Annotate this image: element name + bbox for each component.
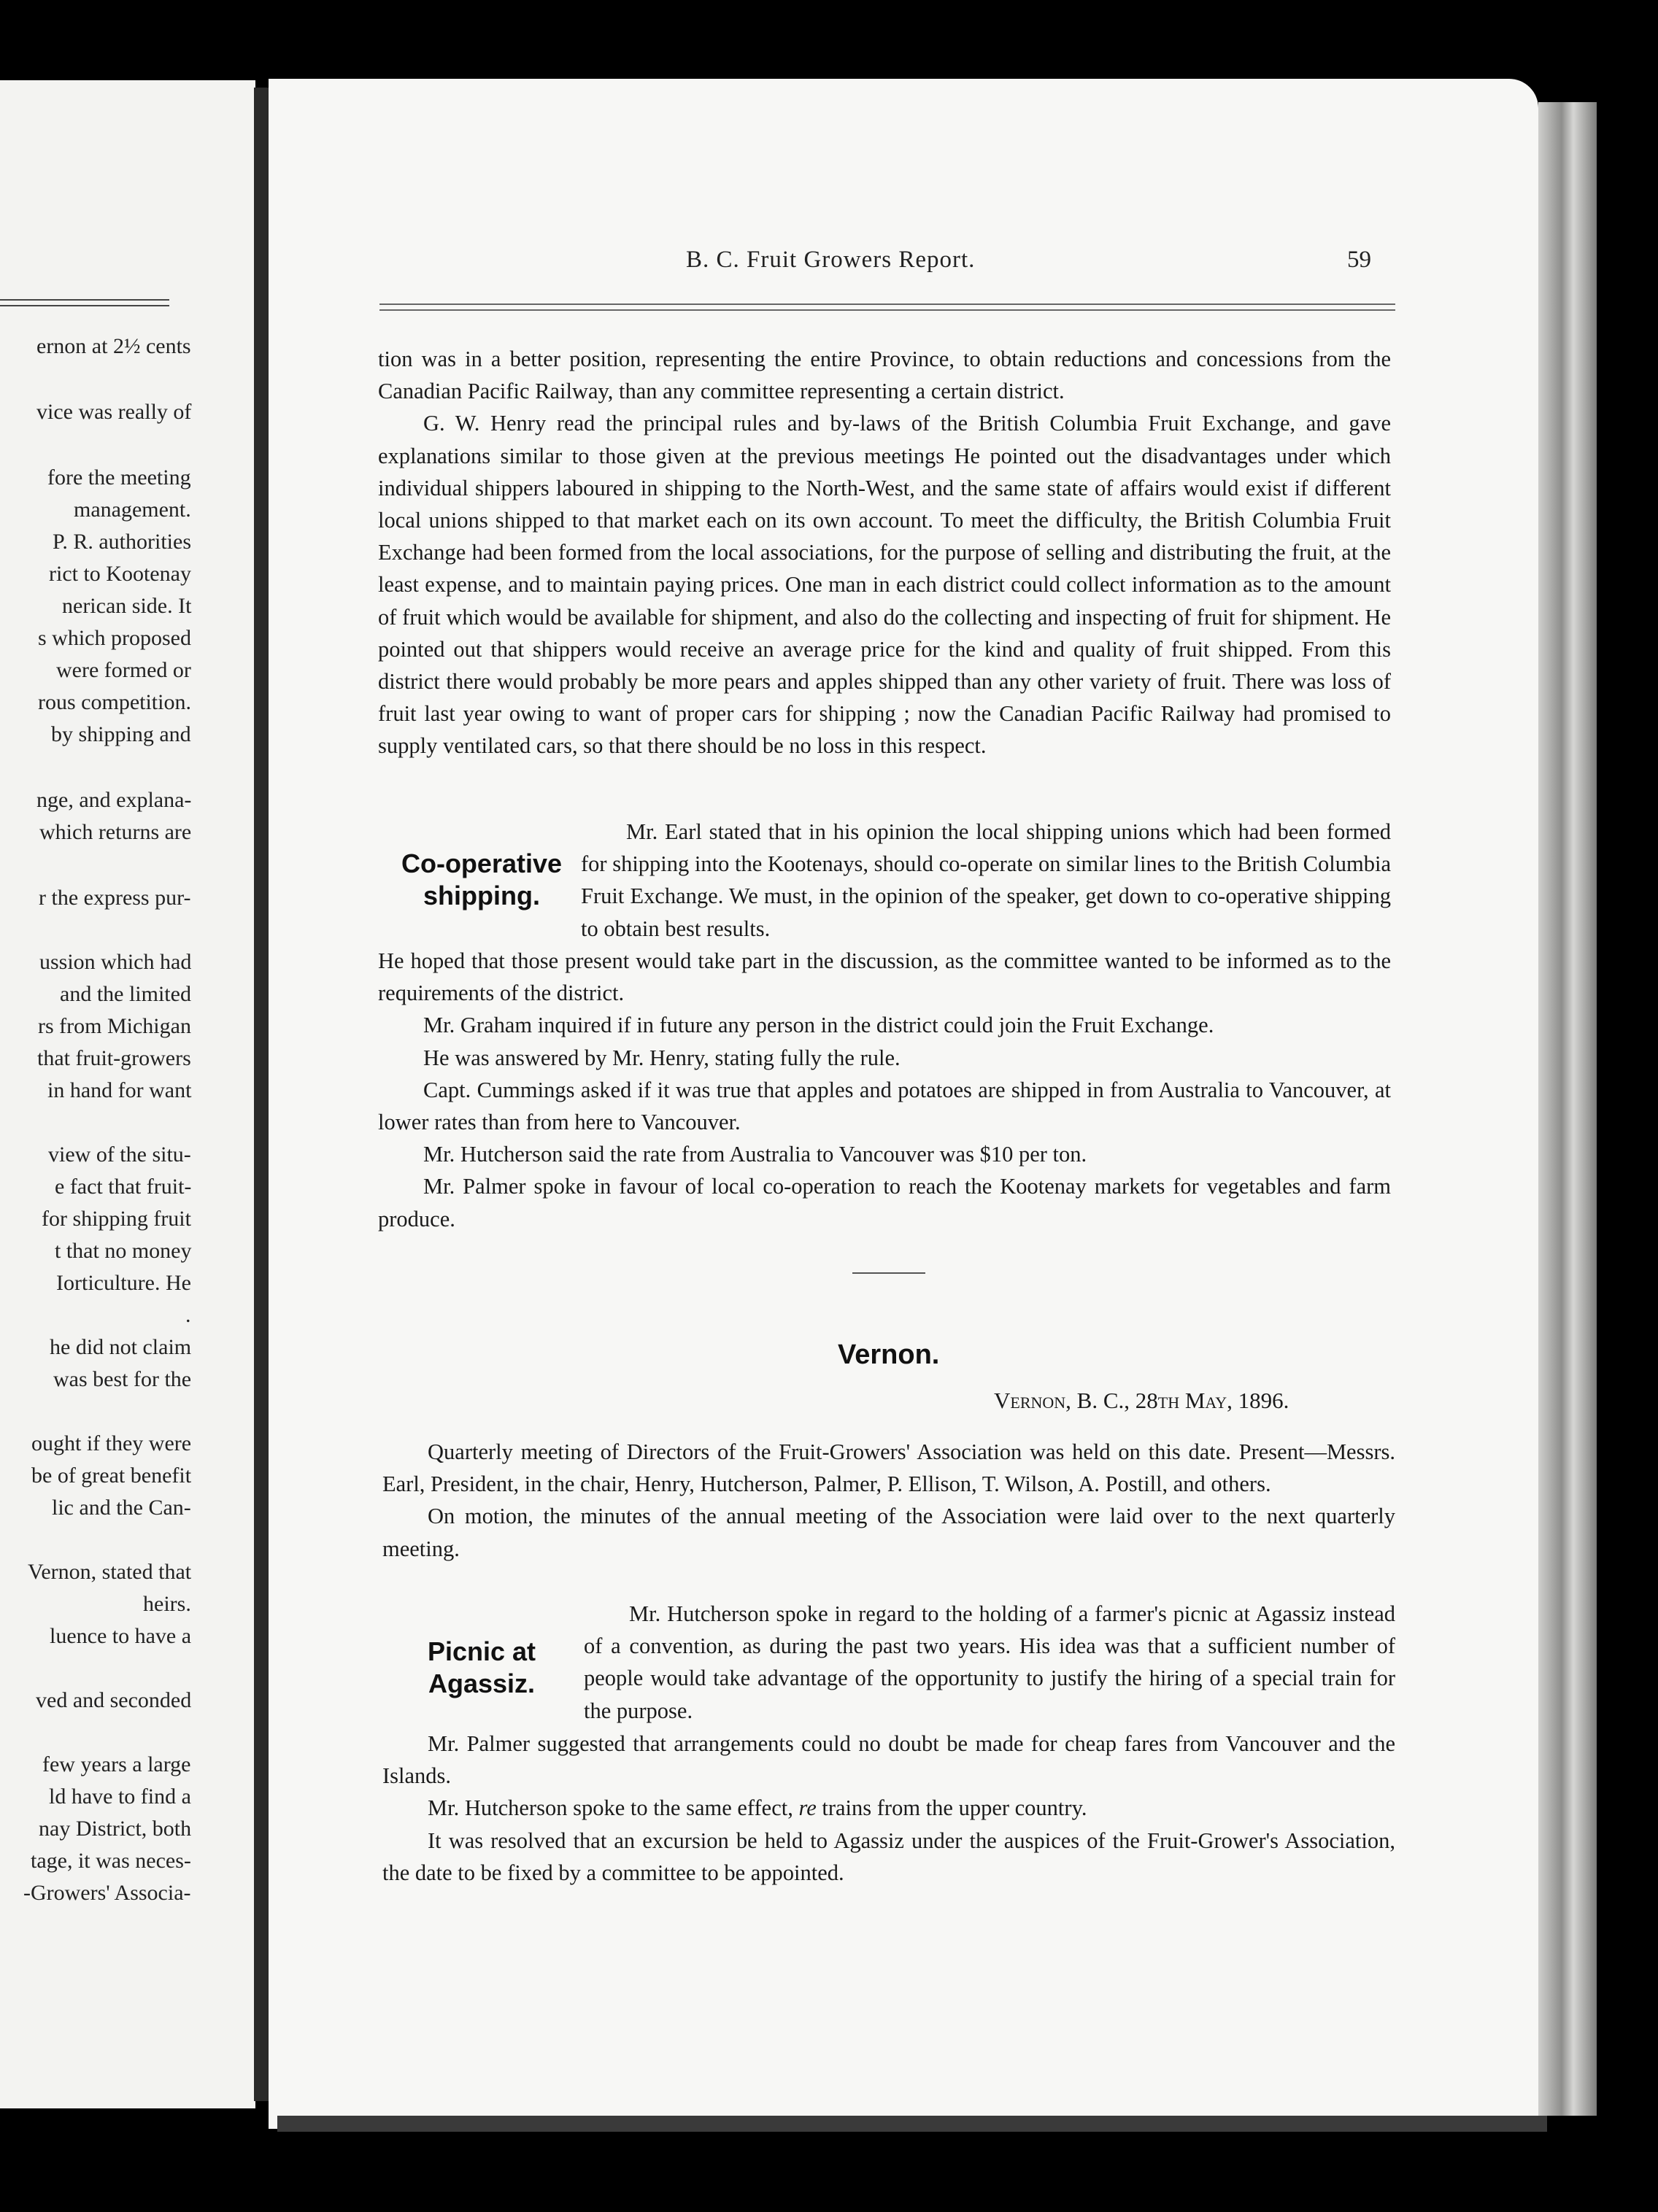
facing-page-line: rict to Kootenay xyxy=(49,562,191,586)
paragraph: Mr. Hutcherson said the rate from Australia to Vancouver was $10 per ton. xyxy=(423,1142,1087,1167)
page-bottom-edge xyxy=(277,2116,1547,2132)
facing-page-line: luence to have a xyxy=(50,1624,192,1648)
facing-page-line: was best for the xyxy=(53,1367,192,1391)
facing-page-rule xyxy=(0,299,169,301)
facing-page-line: nge, and explana- xyxy=(36,788,192,812)
italic-run: re xyxy=(798,1795,817,1821)
paragraph: Mr. Palmer suggested that arrangements could no doubt be made for cheap fares from Vancouver and the Islands. xyxy=(382,1731,1395,1789)
sidehead-line: shipping. xyxy=(423,881,540,910)
facing-page-line: were formed or xyxy=(56,658,191,682)
facing-page-line: ved and seconded xyxy=(36,1688,192,1712)
side-paragraph xyxy=(584,1598,1395,1727)
facing-page-line: and the limited xyxy=(60,982,191,1006)
facing-page-line: tage, it was neces- xyxy=(31,1849,191,1873)
page-edge xyxy=(1538,102,1597,2116)
facing-page-line: Iorticulture. He xyxy=(56,1271,191,1295)
section-divider xyxy=(852,1272,925,1274)
sidehead-line: Agassiz. xyxy=(428,1668,536,1698)
sidehead-cooperative-shipping xyxy=(387,848,577,912)
facing-page-line: he did not claim xyxy=(50,1335,192,1359)
sidehead-line: Picnic at xyxy=(427,1636,536,1666)
dateline: Vernon, B. C., 28th May, 1896. xyxy=(994,1388,1289,1413)
facing-page-line: by shipping and xyxy=(51,722,191,746)
paragraph: Capt. Cummings asked if it was true that apples and potatoes are shipped in from Australia to Vancouver, at lower rates than from here to Vancouver. xyxy=(378,1077,1391,1135)
facing-page-rule xyxy=(0,305,169,306)
text-run: Mr. Hutcherson spoke to the same effect, xyxy=(428,1795,793,1821)
section2-main xyxy=(382,1436,1395,1565)
facing-page-line: view of the situ- xyxy=(48,1142,191,1167)
section-title: Vernon. xyxy=(838,1339,940,1370)
facing-page-line: that fruit-growers xyxy=(37,1046,191,1070)
facing-page-line: management. xyxy=(74,498,191,522)
facing-page xyxy=(0,80,255,2108)
running-header: B. C. Fruit Growers Report. xyxy=(686,247,976,273)
facing-page-line: heirs. xyxy=(143,1592,191,1616)
sidehead-line: Co-operative xyxy=(401,848,563,878)
header-rule xyxy=(379,309,1395,311)
paragraph: It was resolved that an excursion be held to Agassiz under the auspices of the Fruit-Grower's Association, the date to be fixed by a committee to be appointed. xyxy=(382,1828,1395,1885)
facing-page-line: -Growers' Associa- xyxy=(23,1881,191,1905)
facing-page-line: for shipping fruit xyxy=(42,1207,191,1231)
facing-page-line: rs from Michigan xyxy=(38,1014,191,1038)
facing-page-line: e fact that fruit- xyxy=(55,1175,192,1199)
sidehead-picnic-agassiz xyxy=(409,1636,555,1700)
facing-page-line: ought if they were xyxy=(31,1431,192,1455)
facing-page-line: fore the meeting xyxy=(47,465,191,490)
paragraph: G. W. Henry read the principal rules and by-laws of the British Columbia Fruit Exchange, and gave explanations similar to those given at the previous meetings He pointed out the disadvantages under which individual shippers laboured in shipping to the North-West, and the same state of affairs would exist if different local unions shipped to that market each on its own account. To meet the difficulty, the British Columbia Fruit Exchange had been formed from the local associations, for the purpose of selling and distributing the fruit, at the least expense, and to maintain paying prices. One man in each district could collect information as to the amount of fruit which would be available for shipment, and also do the collecting and inspecting of fruit for shipment. He pointed out that shippers would receive an average price for the kind and quality of fruit shipped. From this district there would probably be more pears and apples shipped than any other variety of fruit. There was loss of fruit last year owing to want of proper cars for shipping ; now the Canadian Pacific Railway had promised to supply ventilated cars, so that there should be no loss in this respect. xyxy=(378,411,1391,759)
facing-page-line: nay District, both xyxy=(39,1817,192,1841)
paragraph xyxy=(382,1792,1395,1824)
paragraph: tion was in a better position, representing the entire Province, to obtain reductions and concessions from the Canadian Pacific Railway, than any committee representing a certain district. xyxy=(378,347,1391,404)
facing-page-line: lic and the Can- xyxy=(52,1496,191,1520)
section2-cont xyxy=(382,1728,1395,1889)
facing-page-line: t that no money xyxy=(55,1239,192,1263)
header-rule xyxy=(379,303,1395,305)
facing-page-line: rous competition. xyxy=(38,690,191,714)
book-gutter xyxy=(254,88,270,2101)
facing-page-line: P. R. authorities xyxy=(53,530,192,554)
paragraph: Mr. Palmer spoke in favour of local co-operation to reach the Kootenay markets for vegetables and farm produce. xyxy=(378,1174,1391,1231)
facing-page-line: be of great benefit xyxy=(31,1463,192,1488)
side-paragraph xyxy=(581,816,1391,945)
paragraph: On motion, the minutes of the annual meeting of the Association were laid over to the next quarterly meeting. xyxy=(382,1504,1395,1561)
facing-page-line: vice was really of xyxy=(36,400,192,424)
facing-page-line: which returns are xyxy=(39,820,192,844)
section1-cont xyxy=(378,945,1391,1235)
paragraph: Quarterly meeting of Directors of the Fruit-Growers' Association was held on this date. Present—Messrs. Earl, President, in the chair, Henry, Hutcherson, Palmer, P. Ellison, T. Wilson, A. Postill, and others. xyxy=(382,1439,1395,1497)
page-number: 59 xyxy=(1347,247,1371,273)
facing-page-line: few years a large xyxy=(42,1752,191,1776)
section1-main xyxy=(378,343,1391,762)
facing-page-line: . xyxy=(185,1303,191,1327)
paragraph: He was answered by Mr. Henry, stating fully the rule. xyxy=(423,1045,901,1070)
facing-page-line: in hand for want xyxy=(47,1078,192,1102)
paragraph: Mr. Hutcherson spoke in regard to the holding of a farmer's picnic at Agassiz instead of a convention, as during the past two years. His idea was that a sufficient number of people would take advantage of the opportunity to justify the hiring of a special train for the purpose. xyxy=(584,1601,1395,1723)
paragraph: He hoped that those present would take part in the discussion, as the committee wanted to be informed as to the requirements of the district. xyxy=(378,948,1391,1006)
facing-page-line: ernon at 2½ cents xyxy=(36,334,191,358)
paragraph: Mr. Earl stated that in his opinion the local shipping unions which had been formed for shipping into the Kootenays, should co-operate on similar lines to the British Columbia Fruit Exchange. We must, in the opinion of the speaker, get down to co-operative shipping to obtain best results. xyxy=(581,819,1391,941)
facing-page-line: ussion which had xyxy=(39,950,192,974)
facing-page-line: r the express pur- xyxy=(39,886,191,910)
facing-page-line: Vernon, stated that xyxy=(28,1560,192,1584)
facing-page-line: s which proposed xyxy=(38,626,191,650)
facing-page-line: nerican side. It xyxy=(62,594,192,618)
text-run: trains from the upper country. xyxy=(822,1795,1087,1821)
facing-page-line: ld have to find a xyxy=(49,1784,191,1809)
paragraph: Mr. Graham inquired if in future any person in the district could join the Fruit Exchange. xyxy=(423,1013,1214,1038)
